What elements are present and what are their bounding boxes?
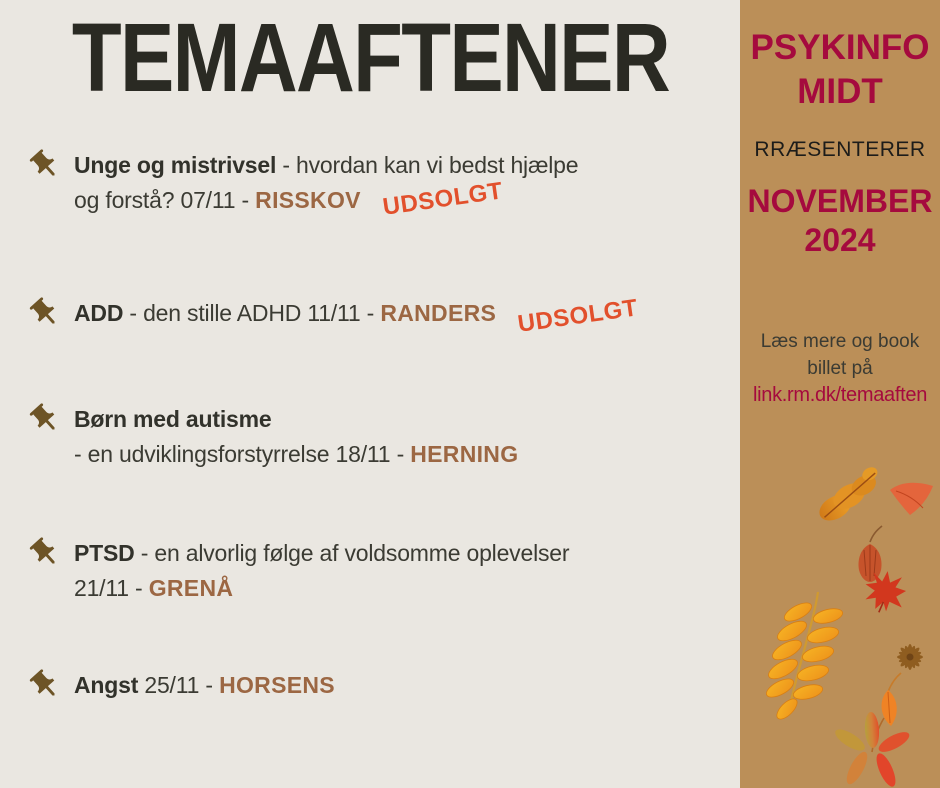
event-item-born-med-autisme xyxy=(28,402,518,472)
brand-line-2: MIDT xyxy=(797,72,883,111)
star-anise xyxy=(897,644,923,670)
physalis xyxy=(858,526,882,582)
event-title: ADD xyxy=(74,300,124,326)
rowan-leaf xyxy=(764,592,844,722)
booking-info xyxy=(740,328,940,409)
event-location: HORSENS xyxy=(219,672,335,698)
event-location: RANDERS xyxy=(380,300,497,326)
pushpin-icon xyxy=(28,148,66,186)
event-description: - den stille ADHD 11/11 - xyxy=(123,300,381,326)
month-line-1: NOVEMBER xyxy=(747,183,933,219)
event-text xyxy=(74,536,569,606)
event-title: Angst xyxy=(74,672,139,698)
event-title: Børn med autisme xyxy=(74,406,272,432)
brand-line-1: PSYKINFO xyxy=(750,28,930,67)
event-text xyxy=(74,668,335,703)
sidebar xyxy=(740,0,940,788)
event-description: - en udviklingsforstyrrelse 18/11 - xyxy=(74,441,411,467)
event-text xyxy=(74,402,518,472)
event-date: og forstå? 07/11 - xyxy=(74,187,256,213)
event-description: - hvordan kan vi bedst hjælpe xyxy=(276,152,579,178)
info-line-1: Læs mere og book xyxy=(760,331,920,352)
info-line-2: billet på xyxy=(807,358,873,379)
event-title: PTSD xyxy=(74,540,135,566)
creeper-leaf xyxy=(832,712,912,788)
pushpin-icon xyxy=(28,402,66,440)
poster-title: TEMAAFTENER xyxy=(71,3,669,112)
event-location: RISSKOV xyxy=(255,187,361,213)
autumn-leaves-decoration xyxy=(740,420,940,788)
brand-logo xyxy=(740,26,940,114)
small-leaf xyxy=(882,673,901,726)
soldout-badge: UDSOLGT xyxy=(516,294,640,338)
oak-leaf xyxy=(811,465,888,526)
booking-link: link.rm.dk/temaaften xyxy=(752,384,928,406)
event-description: - en alvorlig følge af voldsomme oplevelser xyxy=(134,540,570,566)
leaf-fragment xyxy=(890,483,933,515)
event-location: HERNING xyxy=(410,441,519,467)
event-item-add xyxy=(28,294,640,338)
event-text xyxy=(74,294,640,338)
event-location: GRENÅ xyxy=(148,575,234,601)
event-date: 21/11 - xyxy=(74,575,149,601)
month-line-2: 2024 xyxy=(804,222,876,258)
pushpin-icon xyxy=(28,668,66,706)
pushpin-icon xyxy=(28,536,66,574)
event-date: 25/11 - xyxy=(138,672,220,698)
event-item-ptsd xyxy=(28,536,569,606)
month-label xyxy=(740,182,940,260)
soldout-badge: UDSOLGT xyxy=(380,177,505,221)
title-wrap xyxy=(0,2,740,114)
event-title: Unge og mistrivsel xyxy=(74,152,277,178)
event-item-unge-og-mistrivsel xyxy=(28,148,579,221)
pushpin-icon xyxy=(28,296,66,334)
presents-label: RRÆSENTERER xyxy=(754,138,926,161)
event-item-angst xyxy=(28,668,335,706)
event-text xyxy=(74,148,579,221)
